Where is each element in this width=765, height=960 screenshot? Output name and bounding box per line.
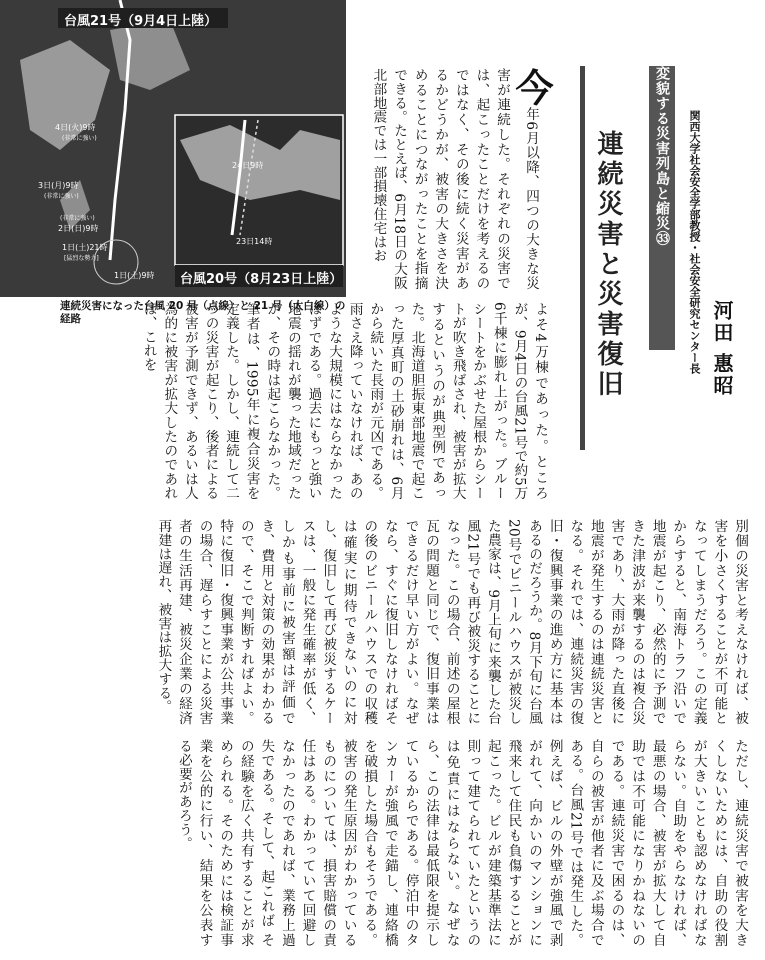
body-paragraph-2: よそ4万棟であった。ところが、9月4日の台風21号で約5万6千棟に膨れ上がった。ブルーシートをかぶせた屋根からシートが吹き飛ばされ、被害が拡大するというのが典型例であった。北海道胆振東部地震で起こった厚真町の土砂崩れは、6月から続いた長雨が元凶である。雨さえ降っていなければ、あのような大規模にはならなかったはずである。過去にもっと強い地震の揺れが襲った地域だったが、その時は起こらなかった。筆者は、1995年に複合災害を定義した。しかし、連続して二つの災害が起こり、後者による被害が予測できず、あるいは人為的に被害が拡大したのであれば、これを bbox=[140, 302, 548, 500]
map-label-typhoon21: 台風21号（9月4日上陸） bbox=[64, 14, 218, 29]
dropcap: 今 bbox=[509, 68, 554, 107]
title-rule bbox=[580, 66, 585, 450]
figure-caption: 連続災害になった台風 20 号（点線）と 21 号（太白線）の経路 bbox=[60, 300, 346, 325]
map-point-3-sub: [猛烈な勢力] bbox=[64, 255, 99, 262]
author-name: 河田 惠昭 bbox=[710, 300, 734, 397]
body-paragraph-3: 別個の災害と考えなければ、被害を小さくすることが不可能となってしまうだろう。この定義からすると、南海トラフ沿いで地震が起こり、必然的に予測できた津波が来襲するのは複合災害であり、大雨が降った直後に地震が発生するのは連続災害となる。それでは、連続災害の復旧・復興事業の進め方に基本はあるのだろうか。8月下旬に台風20号でビニールハウスが被災した農家は、9月上旬に来襲した台風21号でも再び被災することになった。この場合、前述の屋根瓦の問題と同じで、復旧事業はできるだけ早い方がよい。なぜなら、すぐに復旧しなければその後のビニールハウスでの収穫は確実に期待できないのに対し、復旧して再び被災するケースは、一般に発生確率が低く、しかも事前に被害額は評価でき、費用と対策の効果がわかるので、そこで判断すればよい。特に復旧・復興事業が公共事業の場合、遅らすことによる災害者の生活再建、被災企業の経済再建は遅れ、被害は拡大する。 bbox=[155, 519, 748, 725]
map-point-0-sub: (非常に強い) bbox=[62, 135, 97, 142]
map-point-1-sub: (非常に強い) bbox=[44, 193, 79, 200]
author-affiliation: 関西大学社会安全学部教授・社会安全研究センター長 bbox=[688, 110, 701, 374]
map-label-typhoon20: 台風20号（8月23日上陸） bbox=[180, 272, 343, 287]
map-point-1: 3日(月)9時 bbox=[38, 181, 79, 190]
map-point-4: 1日(土)9時 bbox=[114, 271, 155, 280]
body-paragraph-1 bbox=[56, 68, 554, 290]
article-title: 連続災害と災害復旧 bbox=[593, 130, 623, 400]
paragraph-1-text: 年6月以降、四つの大きな災害が連続した。それぞれの災害では、起こったことだけを考えるのではなく、その後に続く災害があるかどうかが、被害の大きさを決めることにつながったことを指摘できる。たとえば、6月18日の大阪北部地震では一部損壊住宅はお bbox=[370, 68, 539, 290]
map-point-2-sub: (非常に強い) bbox=[60, 215, 95, 222]
series-banner: 変貌する災害列島と縮災㉝ bbox=[649, 66, 675, 350]
map-point-3: 1日(土)21時 bbox=[62, 243, 108, 252]
map-point-6: 23日14時 bbox=[236, 237, 273, 246]
body-paragraph-4: ただし、連続災害で被害を大きくしないためには、自助の役割が大きいことも認めなければならない。自助をやらなければ、最悪の場合、被害が拡大して自助では不可能になりかねないのである。連続災害で困るのは、自らの被害が他者に及ぶ場合である。台風21号では発生した。例えば、ビルの外壁が強風で剥がれて、向かいのマンションに飛来して住民も負傷することが起こった。ビルが建築基準法に則って建てられていたというのは免責にはならない。なぜなら、この法律は最低限を提示しているからである。停泊中のタンカーが強風で走錨し、連絡橋を破損した場合もそうである。被害の発生原因がわかっているものについては、損害賠償の責任はある。わかっていて回避しなかったのであれば、業務上過失である。そして、起これば その経験を広く共有することが求められる。そのためには検証事業を公的に行い、結果を公表する必要があろう。 bbox=[175, 739, 748, 947]
map-point-0: 4日(火)9時 bbox=[55, 123, 96, 132]
map-point-2: 2日(日)9時 bbox=[58, 224, 99, 233]
map-point-5: 24日9時 bbox=[232, 161, 264, 170]
